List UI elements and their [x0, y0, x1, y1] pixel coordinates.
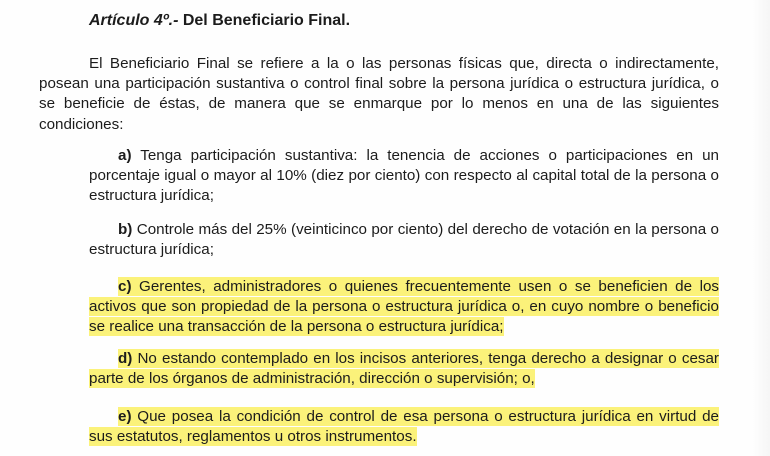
condition-letter: d): [118, 350, 133, 367]
condition-letter: b): [118, 221, 133, 238]
condition-letter: e): [118, 408, 132, 425]
condition-b: [89, 220, 719, 260]
condition-a: [89, 146, 719, 207]
intro-paragraph: El Beneficiario Final se refiere a la o las personas físicas que, directa o indirectamente, posean una participación sustantiva o control final sobre la persona jurídica o estructura jurídica, o se beneficie de éstas, de manera que se enmarque por lo menos en una de las siguientes condiciones:: [39, 55, 719, 133]
condition-d: [89, 349, 719, 389]
highlight-mark: [89, 349, 719, 388]
condition-letter: c): [118, 278, 132, 295]
condition-text: Gerentes, administradores o quienes frecuentemente usen o se beneficien de los activos que son propiedad de la persona o estructura jurídica o, en cuyo nombre o beneficio se realice una transacción de la persona o estructura jurídica;: [89, 278, 719, 336]
condition-e: [89, 407, 719, 447]
page-edge-shadow: [752, 0, 770, 456]
article-title: [89, 11, 350, 31]
article-number: Artículo 4º.-: [89, 12, 179, 29]
condition-text: Controle más del 25% (veinticinco por ciento) del derecho de votación en la persona o estructura jurídica;: [89, 221, 719, 259]
condition-text: Que posea la condición de control de esa persona o estructura jurídica en virtud de sus estatutos, reglamentos u otros instrumentos.: [89, 408, 719, 446]
condition-text: No estando contemplado en los incisos anteriores, tenga derecho a designar o cesar parte de los órganos de administración, dirección o supervisión; o,: [89, 350, 719, 388]
article-heading: Del Beneficiario Final.: [178, 12, 351, 29]
condition-letter: a): [118, 147, 132, 164]
highlight-mark: [89, 407, 719, 446]
condition-text: Tenga participación sustantiva: la tenencia de acciones o participaciones en un porcentaje igual o mayor al 10% (diez por ciento) con respecto al capital total de la persona o estructura jurídica;: [89, 147, 719, 205]
highlight-mark: [89, 277, 719, 336]
condition-c: [89, 277, 719, 338]
